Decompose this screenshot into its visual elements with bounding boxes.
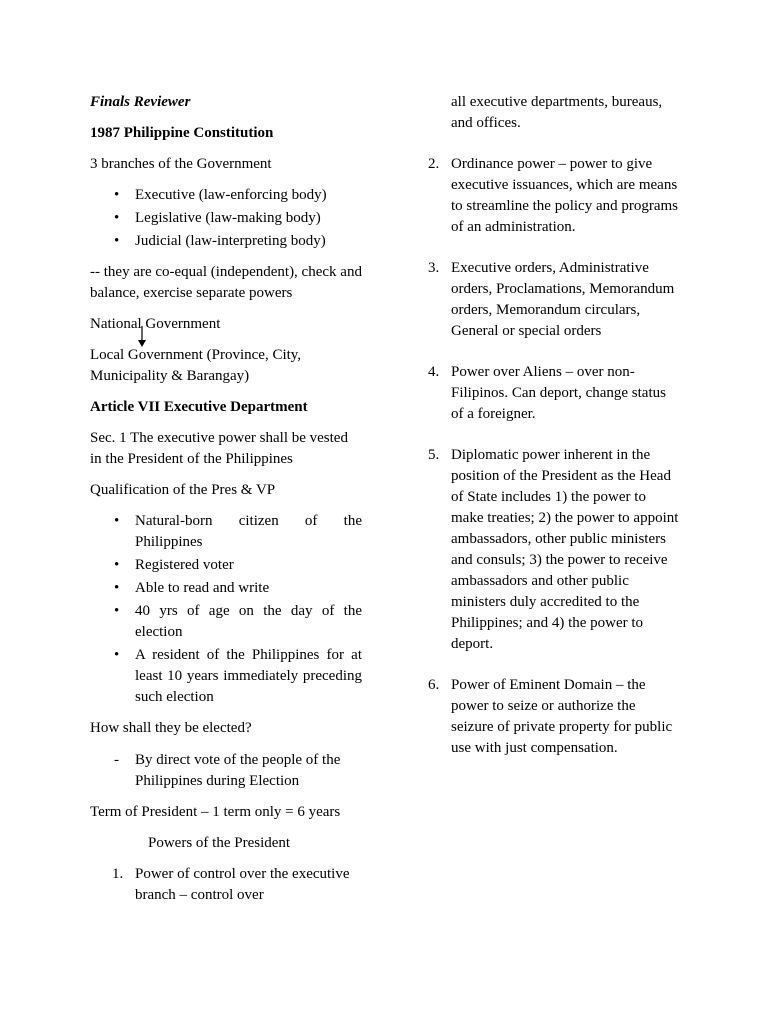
list-item: • Registered voter [90, 555, 362, 576]
list-item: • Natural-born citizen of the Philippines [114, 513, 362, 550]
list-item: • A resident of the Philippines for at least 10 years immediately preceding such election [114, 647, 362, 705]
list-item: 2. Ordinance power – power to give executive issuances, which are means to streamline the policy and programs of an administration. [428, 156, 679, 235]
arrow-down-icon [137, 326, 147, 348]
dash-icon: - [114, 752, 119, 768]
powers-list-left [90, 864, 362, 906]
election-answer: - By direct vote of the people of the Philippines during Election [114, 752, 341, 789]
powers-heading: Powers of the President [148, 835, 291, 851]
document-title: Finals Reviewer [90, 94, 191, 110]
list-item: • Legislative (law-making body) [90, 208, 362, 229]
list-item: • Executive (law-enforcing body) [90, 185, 362, 206]
list-item: • Able to read and write [90, 578, 362, 599]
list-item: 3. Executive orders, Administrative orders, Proclamations, Memorandum orders, Memorandum circulars, General or special orders [428, 260, 675, 339]
left-column [90, 90, 362, 906]
branches-list [90, 185, 362, 252]
election-question: How shall they be elected? [90, 720, 252, 736]
section-1: Sec. 1 The executive power shall be vested in the President of the Philippines [90, 430, 348, 467]
list-item: 5. Diplomatic power inherent in the position of the President as the Head of State includes 1) the power to make treaties; 2) the power to appoint ambassadors, other public ministers and consuls; 3) the power to receive ambassadors and other public ministers duly accredited to the Philippines; and 4) the power to deport. [428, 447, 679, 652]
local-government: Local Government (Province, City, Municipality & Barangay) [90, 347, 302, 384]
bullet-icon: • [114, 513, 120, 529]
list-item: 6. Power of Eminent Domain – the power to seize or authorize the seizure of private property for public use with just compensation. [428, 677, 673, 756]
bullet-icon: • [114, 603, 120, 619]
article-heading: Article VII Executive Department [90, 399, 308, 415]
bullet-icon: • [114, 210, 120, 226]
qualification-heading: Qualification of the Pres & VP [90, 482, 276, 498]
qualifications-list [90, 511, 362, 708]
list-item: • Judicial (law-interpreting body) [90, 231, 362, 252]
power-1-continued: all executive departments, bureaus, and offices. [451, 94, 663, 131]
term-of-president: Term of President – 1 term only = 6 years [90, 804, 341, 820]
national-government: National Government [90, 316, 221, 332]
constitution-heading: 1987 Philippine Constitution [90, 125, 274, 141]
list-item: 1. Power of control over the executive branch – control over [112, 866, 350, 903]
government-hierarchy [90, 314, 362, 387]
right-column [428, 90, 680, 759]
bullet-icon: • [114, 557, 120, 573]
coequal-note: -- they are co-equal (independent), check and balance, exercise separate powers [90, 264, 362, 301]
bullet-icon: • [114, 580, 120, 596]
list-item: • 40 yrs of age on the day of the election [114, 603, 362, 640]
powers-list-right [428, 154, 680, 759]
bullet-icon: • [114, 233, 120, 249]
bullet-icon: • [114, 647, 120, 663]
bullet-icon: • [114, 187, 120, 203]
branches-intro: 3 branches of the Government [90, 156, 272, 172]
list-item: 4. Power over Aliens – over non-Filipinos. Can deport, change status of a foreigner. [428, 364, 666, 422]
